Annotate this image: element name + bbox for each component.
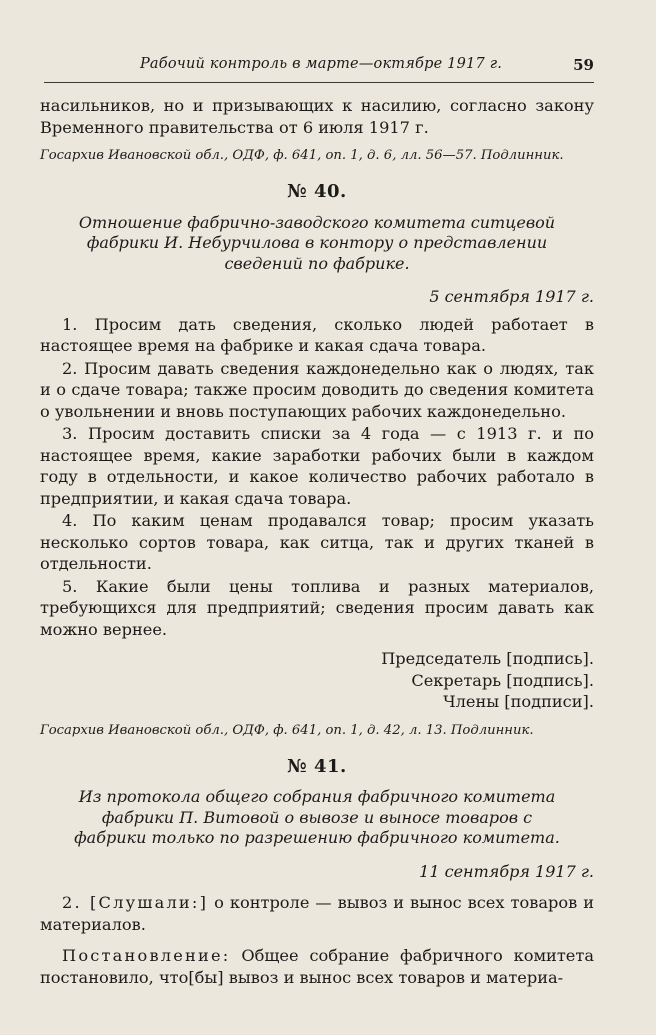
page-number: 59 [573, 56, 594, 74]
list-item: 2. Просим давать сведения каждонедельно как о людях, так и о сдаче товара; также просим доводить до сведения комитета о увольнении и вновь поступающих рабочих каждонедельно. [40, 358, 594, 421]
resolution-label: Постановление: [62, 946, 231, 965]
resolution-paragraph [40, 945, 594, 988]
continuation-paragraph: насильников, но и призывающих к насилию, согласно закону Временного правительства от 6 июля 1917 г. [40, 96, 594, 137]
header-rule [44, 82, 594, 83]
heard-paragraph [40, 892, 594, 935]
list-item: 1. Просим дать сведения, сколько людей работает в настоящее время на фабрике и какая сдача товара. [40, 314, 594, 355]
document-number: № 40. [287, 181, 347, 202]
page-content [40, 95, 594, 988]
resolution-text: Общее собрание фабричного комитета постановило, что[бы] вывоз и вынос всех товаров и материа- [40, 946, 594, 987]
document-date: 11 сентября 1917 г. [419, 861, 594, 881]
signature-line: Секретарь [подпись]. [411, 670, 594, 690]
heard-label: 2. [Слушали:] [62, 893, 209, 912]
document-title: Из протокола общего собрания фабричного комитета фабрики П. Витовой о вывозе и выносе товаров с фабрики только по разрешению фабричного комитета. [74, 787, 560, 847]
document-date: 5 сентября 1917 г. [429, 287, 594, 306]
archive-source: Госархив Ивановской обл., ОДФ, ф. 641, оп. 1, д. 42, л. 13. Подлинник. [40, 722, 534, 738]
signature-line: Председатель [подпись]. [381, 649, 594, 668]
document-number: № 41. [287, 755, 347, 777]
signature-line: Члены [подписи]. [443, 692, 594, 711]
list-item: 4. По каким ценам продавался товар; просим указать несколько сортов товара, как ситца, так и других тканей в отдельности. [40, 511, 594, 573]
heard-text: о контроле — вывоз и вынос всех товаров и материалов. [40, 893, 594, 934]
list-item: 3. Просим доставить списки за 4 года — с 1913 г. и по настоящее время, какие заработки рабочих были в каждом году в отдельности, и какое количество рабочих работало в предприятии, и какая сдача товара. [40, 424, 594, 508]
running-title: Рабочий контроль в марте—октябре 1917 г. [139, 56, 503, 72]
document-title: Отношение фабрично-заводского комитета ситцевой фабрики И. Небурчилова в контору о представлении сведений по фабрике. [78, 212, 556, 273]
list-item: 5. Какие были цены топлива и разных материалов, требующихся для предприятий; сведения просим давать как можно вернее. [40, 576, 594, 639]
archive-source: Госархив Ивановской обл., ОДФ, ф. 641, оп. 1, д. 6, лл. 56—57. Подлинник. [40, 148, 564, 163]
